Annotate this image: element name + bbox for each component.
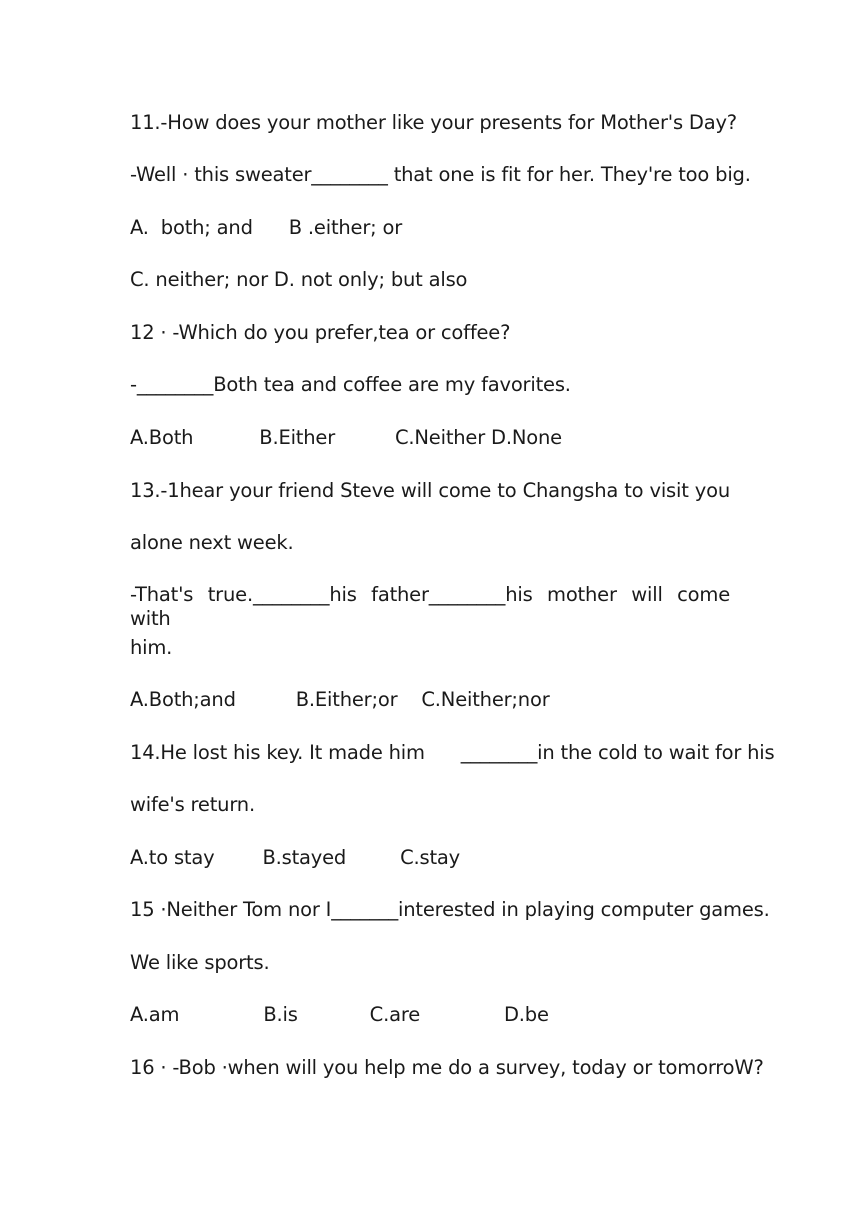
question-14-stem: 14.He lost his key. It made him ________in the cold to wait for his (130, 741, 775, 764)
question-11-stem: 11.-How does your mother like your presents for Mother's Day? (130, 111, 737, 134)
question-13-stem: 13.-1hear your friend Steve will come to Changsha to visit you (130, 479, 730, 502)
question-12-stem: 12 · -Which do you prefer,tea or coffee? (130, 321, 511, 344)
question-12-reply: -________Both tea and coffee are my favorites. (130, 373, 571, 396)
question-13-reply: -That's true.________his father________his mother will come with (130, 583, 730, 630)
question-11-reply: -Well · this sweater________ that one is fit for her. They're too big. (130, 163, 751, 186)
question-12-options: A.Both B.Either C.Neither D.None (130, 426, 562, 449)
question-15-stem: 15 ·Neither Tom nor I_______interested in playing computer games. (130, 898, 770, 921)
question-15-options: A.am B.is C.are D.be (130, 1003, 549, 1026)
question-13-stem-cont: alone next week. (130, 531, 294, 554)
question-16-stem: 16 · -Bob ·when will you help me do a survey, today or tomorroW? (130, 1056, 764, 1079)
question-14-options: A.to stay B.stayed C.stay (130, 846, 460, 869)
question-14-stem-cont: wife's return. (130, 793, 255, 816)
question-13-options: A.Both;and B.Either;or C.Neither;nor (130, 688, 550, 711)
question-11-options-ab: A. both; and B .either; or (130, 216, 403, 239)
question-13-reply-cont: him. (130, 636, 173, 659)
question-15-stem-cont: We like sports. (130, 951, 270, 974)
question-11-options-cd: C. neither; nor D. not only; but also (130, 268, 468, 291)
